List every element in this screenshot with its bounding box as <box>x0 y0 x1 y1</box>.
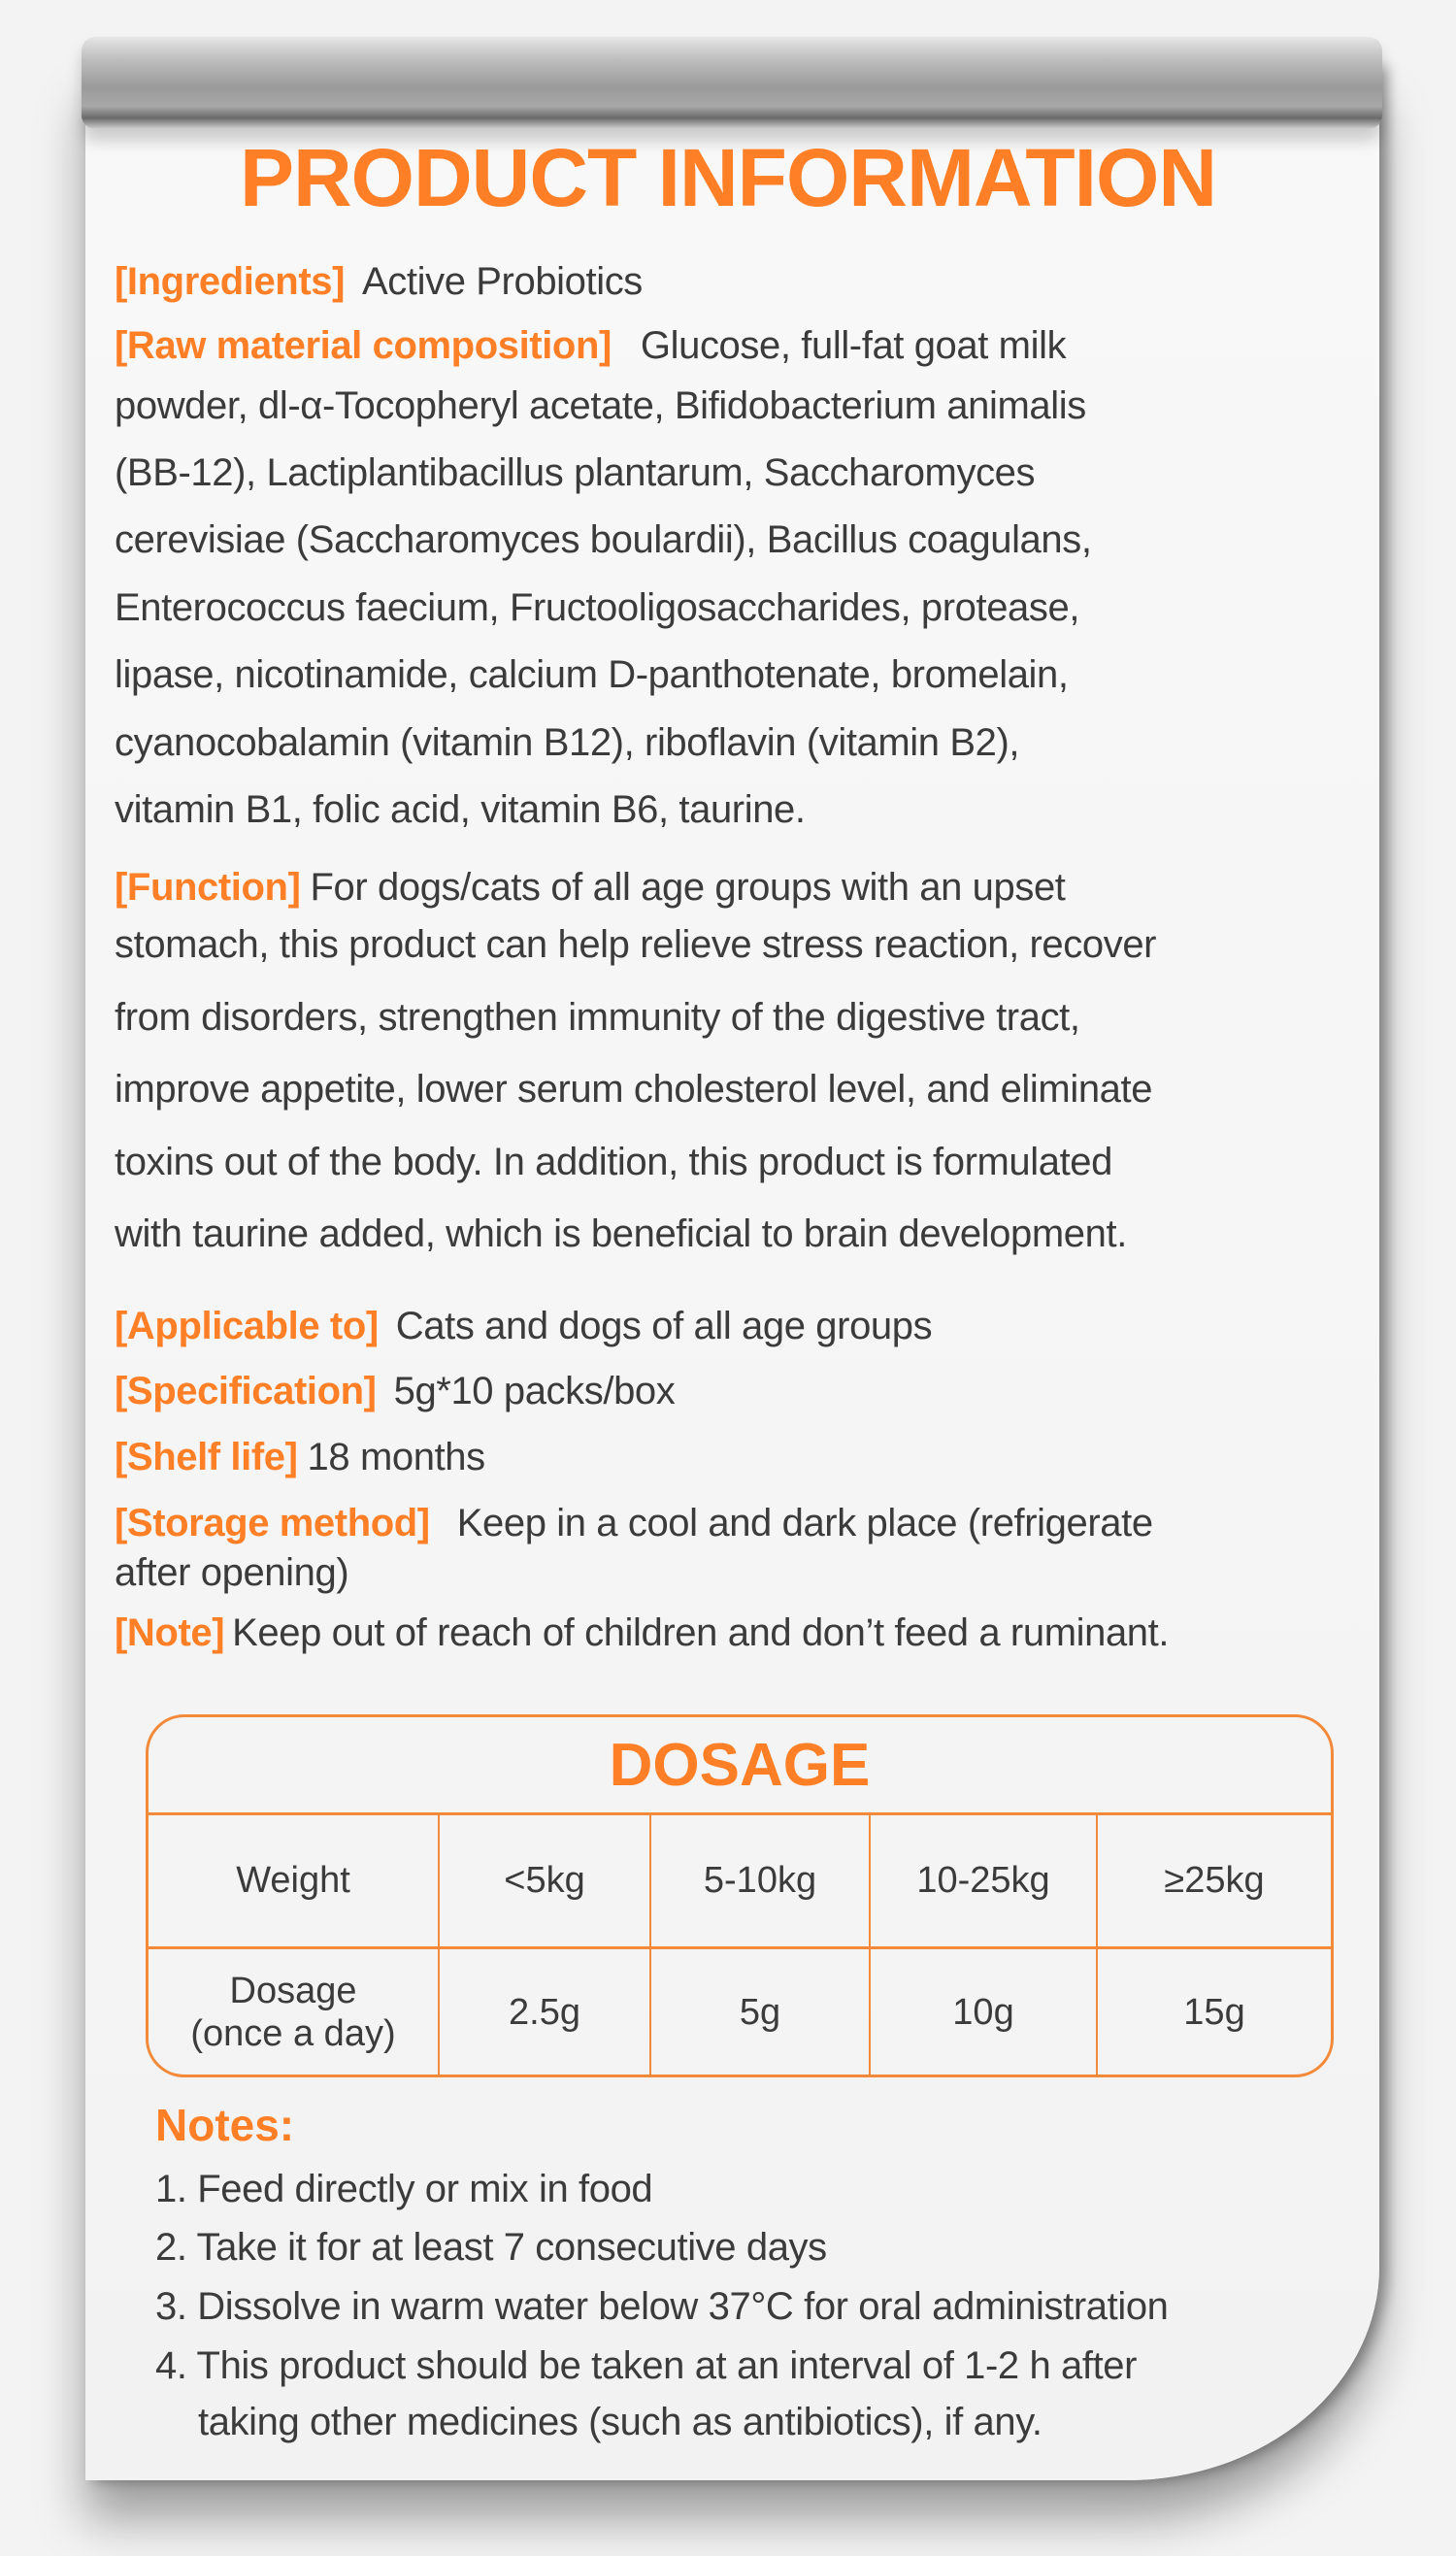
applicable-label: [Applicable to] <box>115 1305 379 1347</box>
note-row <box>115 1611 1169 1655</box>
function-line: with taurine added, which is beneficial to brain development. <box>115 1212 1127 1255</box>
dosage-table <box>146 1714 1334 2077</box>
function-line: improve appetite, lower serum cholesterol level, and eliminate <box>115 1068 1153 1111</box>
raw-material-row <box>115 324 1066 368</box>
ingredients-row <box>115 260 643 304</box>
raw-material-line: Enterococcus faecium, Fructooligosaccharides, protease, <box>115 586 1080 629</box>
note-item: 2. Take it for at least 7 consecutive days <box>155 2226 827 2269</box>
ingredients-label: [Ingredients] <box>115 260 346 303</box>
table-cell: 15g <box>1183 1992 1245 2034</box>
applicable-row <box>115 1305 932 1348</box>
table-cell: Dosage (once a day) <box>149 1949 440 2077</box>
note-label: [Note] <box>115 1611 225 1654</box>
table-cell: 5g <box>651 1949 871 2077</box>
note-item: 1. Feed directly or mix in food <box>155 2168 653 2210</box>
shelf-life-value: 18 months <box>307 1436 485 1478</box>
table-cell: 10g <box>871 1949 1098 2077</box>
storage-label: [Storage method] <box>115 1502 430 1544</box>
specification-label: [Specification] <box>115 1370 377 1412</box>
raw-material-line: powder, dl-α-Tocopheryl acetate, Bifidobacterium animalis <box>115 384 1086 427</box>
raw-material-line: cerevisiae (Saccharomyces boulardii), Bacillus coagulans, <box>115 518 1092 561</box>
function-label: [Function] <box>115 866 301 909</box>
table-cell: 5-10kg <box>651 1815 871 1946</box>
raw-material-line: lipase, nicotinamide, calcium D-panthotenate, bromelain, <box>115 653 1069 696</box>
raw-material-line: cyanocobalamin (vitamin B12), riboflavin (vitamin B2), <box>115 721 1020 764</box>
note-item: 4. This product should be taken at an interval of 1-2 h after <box>155 2344 1138 2387</box>
page-title: PRODUCT INFORMATION <box>239 132 1217 223</box>
applicable-value: Cats and dogs of all age groups <box>395 1305 933 1347</box>
table-cell: 10-25kg <box>871 1815 1098 1946</box>
specification-value: 5g*10 packs/box <box>393 1370 676 1412</box>
table-cell: Weight <box>149 1815 440 1946</box>
function-line: stomach, this product can help relieve stress reaction, recover <box>115 923 1157 966</box>
ingredients-value: Active Probiotics <box>362 260 643 303</box>
raw-material-line: vitamin B1, folic acid, vitamin B6, taurine. <box>115 788 806 831</box>
notes-title: Notes: <box>155 2100 295 2150</box>
storage-line: after opening) <box>115 1551 349 1594</box>
function-row <box>115 866 1066 910</box>
specification-row <box>115 1370 675 1413</box>
shelf-life-label: [Shelf life] <box>115 1436 298 1478</box>
note-item: taking other medicines (such as antibiotics), if any. <box>198 2401 1042 2443</box>
table-cell: ≥25kg <box>1164 1859 1265 1901</box>
shelf-life-row <box>115 1436 485 1479</box>
weight-row <box>149 1815 1331 1949</box>
function-line: toxins out of the body. In addition, this product is formulated <box>115 1141 1113 1183</box>
dosage-title: DOSAGE <box>149 1717 1331 1815</box>
raw-material-line: Glucose, full-fat goat milk <box>640 324 1067 367</box>
storage-line: Keep in a cool and dark place (refrigerate <box>456 1502 1153 1544</box>
function-line: For dogs/cats of all age groups with an upset <box>310 866 1066 909</box>
paper-roll <box>82 37 1382 129</box>
raw-material-line: (BB-12), Lactiplantibacillus plantarum, Saccharomyces <box>115 451 1036 494</box>
storage-row <box>115 1502 1153 1545</box>
dosage-row <box>149 1949 1331 2077</box>
table-cell: 2.5g <box>440 1949 651 2077</box>
raw-material-label: [Raw material composition] <box>115 324 612 367</box>
note-item: 3. Dissolve in warm water below 37°C for oral administration <box>155 2285 1169 2328</box>
function-line: from disorders, strengthen immunity of the digestive tract, <box>115 996 1080 1039</box>
table-cell: <5kg <box>440 1815 651 1946</box>
note-value: Keep out of reach of children and don’t feed a ruminant. <box>232 1611 1170 1654</box>
